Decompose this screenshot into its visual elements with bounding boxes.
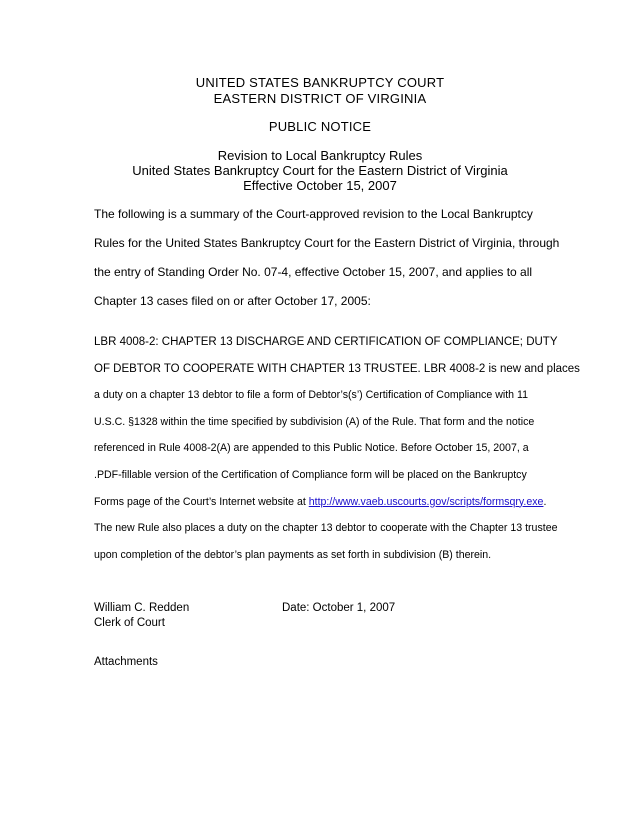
summary-paragraph xyxy=(94,204,560,320)
rule-line: The new Rule also places a duty on the chapter 13 debtor to cooperate with the Chapter 13 trustee xyxy=(94,522,558,535)
court-district: EASTERN DISTRICT OF VIRGINIA xyxy=(213,91,427,106)
forms-website-link[interactable]: http://www.vaeb.uscourts.gov/scripts/formsqry.exe xyxy=(308,495,544,508)
revision-title: Revision to Local Bankruptcy Rules xyxy=(217,148,423,163)
rule-line-prefix: Forms page of the Court’s Internet website at xyxy=(94,495,309,508)
signer-name: William C. Redden xyxy=(94,602,190,614)
summary-line: the entry of Standing Order No. 07-4, effective October 15, 2007, and applies to all xyxy=(94,265,533,279)
rule-line-with-link xyxy=(94,493,554,520)
signature-block xyxy=(94,601,189,631)
rule-line-suffix: . xyxy=(543,495,547,508)
rule-paragraph xyxy=(94,333,580,572)
rule-line: upon completion of the debtor’s plan payments as set forth in subdivision (B) therein. xyxy=(94,548,492,561)
summary-line: Chapter 13 cases filed on or after October 17, 2005: xyxy=(94,294,371,308)
court-name: UNITED STATES BANKRUPTCY COURT xyxy=(195,75,445,90)
summary-line: Rules for the United States Bankruptcy Court for the Eastern District of Virginia, through xyxy=(94,236,560,250)
signature-date: Date: October 1, 2007 xyxy=(282,602,396,614)
rule-line: a duty on a chapter 13 debtor to file a form of Debtor’s(s’) Certification of Compliance with 11 xyxy=(94,389,528,402)
rule-line: U.S.C. §1328 within the time specified by subdivision (A) of the Rule. That form and the notice xyxy=(94,415,535,428)
attachments-label: Attachments xyxy=(94,656,158,668)
signer-title: Clerk of Court xyxy=(94,617,165,629)
revision-effective-date: Effective October 15, 2007 xyxy=(243,178,397,193)
court-heading xyxy=(0,75,640,107)
rule-line: LBR 4008-2: CHAPTER 13 DISCHARGE AND CERTIFICATION OF COMPLIANCE; DUTY xyxy=(94,336,558,348)
rule-line: referenced in Rule 4008-2(A) are appended to this Public Notice. Before October 15, 2007, a xyxy=(94,442,529,455)
rule-line: OF DEBTOR TO COOPERATE WITH CHAPTER 13 TRUSTEE. LBR 4008-2 is new and places xyxy=(94,362,580,375)
revision-heading xyxy=(0,148,640,193)
rule-line: .PDF-fillable version of the Certification of Compliance form will be placed on the Bankruptcy xyxy=(94,468,527,481)
summary-line: The following is a summary of the Court-approved revision to the Local Bankruptcy xyxy=(94,207,533,221)
revision-court: United States Bankruptcy Court for the Eastern District of Virginia xyxy=(132,163,508,178)
notice-title: PUBLIC NOTICE xyxy=(268,119,372,134)
